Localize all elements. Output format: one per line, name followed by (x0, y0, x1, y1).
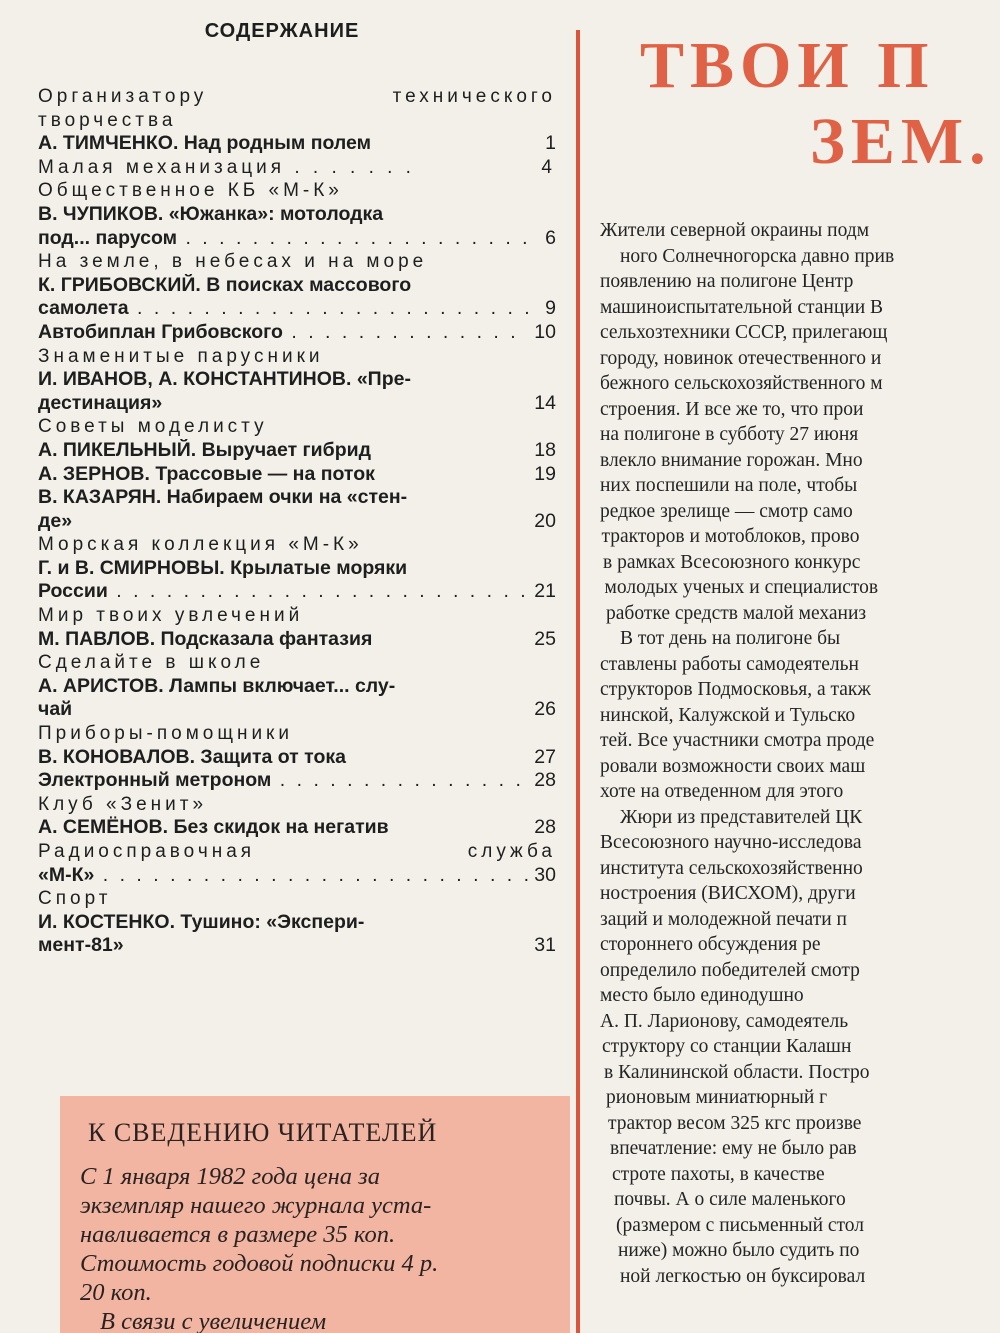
article-line: Всесоюзного научно-исследова (600, 832, 862, 853)
toc-page-number: 6 (545, 226, 556, 249)
article-line: ной легкостью он буксировал (620, 1265, 866, 1287)
article-headline (640, 28, 1000, 180)
toc-page-number (550, 203, 556, 227)
toc-entry-title: России . . . (38, 580, 528, 604)
toc-entry (38, 746, 556, 770)
notice-line: экземпляр нашего журнала уста- (80, 1192, 432, 1219)
toc-entry-title: де» (38, 509, 73, 532)
toc-entry-title: дестинация» (38, 391, 163, 414)
toc-entry-title: В. КОНОВАЛОВ. Защита от тока (38, 745, 346, 768)
article-line: впечатление: ему не было рав (610, 1138, 857, 1159)
article-line: стороннего обсуждения ре (600, 934, 821, 955)
toc-entry-title: А. ПИКЕЛЬНЫЙ. Выручает гибрид (38, 438, 371, 461)
article-line: трактор весом 325 кгс произве (608, 1112, 862, 1134)
notice-line: 20 коп. (80, 1279, 152, 1306)
toc-section-text: Малая механизация . . . . . . . (38, 156, 415, 178)
toc-entry (38, 557, 556, 581)
toc-page-number: 9 (545, 297, 556, 320)
toc-page-number (550, 911, 556, 935)
toc-entry-title: А. СЕМЁНОВ. Без скидок на негатив (38, 816, 389, 839)
article-line: рионовым миниатюрный г (606, 1087, 828, 1108)
table-of-contents (38, 12, 556, 958)
toc-entry-title: А. АРИСТОВ. Лампы включает... слу- (38, 674, 396, 697)
article-line: ровали возможности своих маш (600, 755, 866, 777)
toc-page-number: 21 (534, 580, 556, 603)
toc-entry-title: Г. и В. СМИРНОВЫ. Крылатые моряки (38, 556, 408, 579)
article-line: машиноиспытательной станции В (600, 296, 884, 318)
toc-entry (38, 368, 556, 392)
toc-entry (38, 864, 556, 888)
notice-line: В связи с увеличением (100, 1308, 327, 1333)
toc-page-number (550, 368, 556, 392)
toc-section-word: Организатору (38, 86, 208, 107)
toc-section-heading: творчества (38, 109, 177, 131)
toc-entry-title: К. ГРИБОВСКИЙ. В поисках массового (38, 273, 412, 296)
article-line: ного Солнечногорска давно прив (620, 245, 895, 267)
toc-entry (38, 816, 556, 840)
toc-section-heading: Мир твоих увлечений (38, 605, 304, 627)
headline-line-1: ТВОИ П (640, 29, 935, 102)
toc-entry (38, 463, 556, 487)
toc-section-heading: Знаменитые парусники (38, 345, 324, 367)
article-line: (размером с письменный стол (616, 1214, 865, 1236)
toc-section-heading (38, 840, 556, 864)
headline-line-2: ЗЕМ. (810, 105, 992, 178)
toc-entry (38, 580, 556, 604)
article-line: в рамках Всесоюзного конкурс (603, 551, 861, 573)
notice-title: К СВЕДЕНИЮ ЧИТАТЕЛЕЙ (88, 1118, 438, 1147)
toc-entry-title: В. КАЗАРЯН. Набираем очки на «стен- (38, 486, 408, 509)
article-line: Жюри из представителей ЦК (620, 806, 863, 828)
column-separator (576, 30, 580, 1333)
toc-entry (38, 274, 556, 298)
toc-page-number: 4 (541, 156, 556, 178)
toc-page-number: 14 (534, 391, 556, 414)
toc-page-number (550, 675, 556, 699)
toc-entry (38, 392, 556, 416)
article-line: строения. И все же то, что прои (600, 398, 864, 420)
toc-entry (38, 321, 556, 345)
article-line: почвы. А о силе маленького (614, 1189, 846, 1210)
toc-page-number: 25 (534, 627, 556, 650)
toc-entry (38, 132, 556, 156)
toc-section-heading: Приборы-помощники (38, 723, 293, 745)
toc-entry (38, 486, 556, 510)
article-line: в Калининской области. Постро (604, 1061, 870, 1083)
toc-page-number: 28 (534, 769, 556, 792)
toc-entry (38, 769, 556, 793)
toc-section-heading: На земле, в небесах и на море (38, 251, 428, 273)
article-line: ставлены работы самодеятельн (600, 653, 859, 675)
article-line: бежного сельскохозяйственного м (600, 373, 883, 394)
article-line: на полигоне в субботу 27 июня (600, 424, 859, 445)
reader-notice-box (60, 1096, 570, 1333)
toc-page-number: 1 (545, 132, 556, 155)
article-line: место было единодушно (600, 985, 804, 1006)
toc-entry (38, 439, 556, 463)
toc-page-number (550, 486, 556, 510)
toc-entry-title: И. КОСТЕНКО. Тушино: «Экспери- (38, 910, 365, 933)
toc-page-number: 27 (534, 745, 556, 768)
toc-section-heading: Общественное КБ «М-К» (38, 180, 343, 202)
toc-entry-title: А. ТИМЧЕНКО. Над родным полем (38, 132, 372, 155)
toc-section-heading: Морская коллекция «М-К» (38, 534, 363, 556)
article-line: структоров Подмосковья, а такж (600, 679, 871, 700)
article-line: нинской, Калужской и Тульско (600, 704, 856, 726)
toc-entry (38, 675, 556, 699)
article-line: редкое зрелище — смотр само (600, 500, 853, 522)
toc-section-heading (38, 156, 556, 180)
article-line: А. П. Ларионову, самодеятель (600, 1010, 849, 1032)
notice-line: С 1 января 1982 года цена за (80, 1163, 380, 1190)
toc-entry (38, 227, 556, 251)
toc-entries (38, 85, 556, 958)
toc-entry-title: Электронный метроном . . . (38, 769, 528, 793)
article-line: ниже) можно было судить по (618, 1240, 860, 1261)
article-line: В тот день на полигоне бы (620, 628, 841, 649)
toc-entry-title: Автобиплан Грибовского . . . (38, 321, 528, 345)
toc-page-number: 31 (534, 934, 556, 957)
toc-entry (38, 628, 556, 652)
toc-entry-title: М. ПАВЛОВ. Подсказала фантазия (38, 627, 373, 650)
toc-page-number: 18 (534, 438, 556, 461)
toc-entry-title: А. ЗЕРНОВ. Трассовые — на поток (38, 462, 375, 485)
toc-section-heading: Клуб «Зенит» (38, 793, 208, 815)
article-line: тей. Все участники смотра проде (600, 730, 875, 751)
toc-page-number: 19 (534, 462, 556, 485)
toc-section-heading: Советы моделисту (38, 416, 268, 438)
article-line: структору со станции Калашн (602, 1036, 852, 1057)
toc-page-number: 26 (534, 698, 556, 721)
article-line: влекло внимание горожан. Мно (600, 449, 863, 471)
toc-page-number: 28 (534, 816, 556, 839)
article-line: заций и молодежной печати п (600, 908, 847, 930)
article-line: появлению на полигоне Центр (600, 271, 854, 292)
toc-entry (38, 297, 556, 321)
article-line: определило победителей смотр (600, 959, 860, 981)
toc-section-word: служба (467, 841, 556, 862)
toc-title: СОДЕРЖАНИЕ (204, 20, 360, 42)
toc-section-heading: Сделайте в школе (38, 652, 265, 674)
notice-line: Стоимость годовой подписки 4 р. (80, 1250, 439, 1277)
toc-page-number: 10 (534, 320, 556, 343)
toc-entry (38, 510, 556, 534)
article-line: института сельскохозяйственно (600, 857, 863, 879)
toc-entry-title: чай (38, 698, 73, 721)
article-line: городу, новинок отечественного и (600, 347, 882, 369)
article-line: работке средств малой механиз (606, 602, 867, 624)
toc-page-number: 20 (534, 509, 556, 532)
toc-entry-title: мент-81» (38, 934, 124, 957)
toc-entry (38, 203, 556, 227)
notice-body (60, 1148, 570, 1333)
toc-entry (38, 698, 556, 722)
article-line: Жители северной окраины подм (600, 220, 870, 241)
toc-page-number (550, 274, 556, 298)
toc-section-heading (38, 85, 556, 109)
toc-entry-title: И. ИВАНОВ, А. КОНСТАНТИНОВ. «Пре- (38, 368, 411, 391)
article-line: них поспешили на поле, чтобы (600, 475, 858, 496)
toc-entry (38, 911, 556, 935)
article-line: ностроения (ВИСХОМ), други (600, 883, 856, 904)
toc-entry (38, 934, 556, 958)
toc-section-word: Радиосправочная (38, 841, 256, 862)
toc-section-word: технического (392, 86, 556, 107)
article-body (600, 218, 1000, 1289)
toc-section-heading: Спорт (38, 888, 112, 910)
article-line: тракторов и мотоблоков, прово (601, 526, 860, 547)
toc-page-number (550, 557, 556, 581)
article-line: молодых ученых и специалистов (604, 577, 879, 598)
toc-entry-title: В. ЧУПИКОВ. «Южанка»: мотолодка (38, 202, 384, 225)
toc-entry-title: самолета . . . (38, 297, 539, 321)
toc-entry-title: под... парусом . . . (38, 227, 539, 251)
article-line: строте пахоты, в качестве (612, 1163, 825, 1185)
article-line: хоте на отведенном для этого (600, 781, 844, 802)
notice-line: навливается в размере 35 коп. (80, 1221, 396, 1248)
toc-page-number: 30 (534, 863, 556, 886)
article-line: сельхозтехники СССР, прилегающ (600, 322, 888, 343)
toc-entry-title: «М-К» . . . (38, 864, 528, 888)
